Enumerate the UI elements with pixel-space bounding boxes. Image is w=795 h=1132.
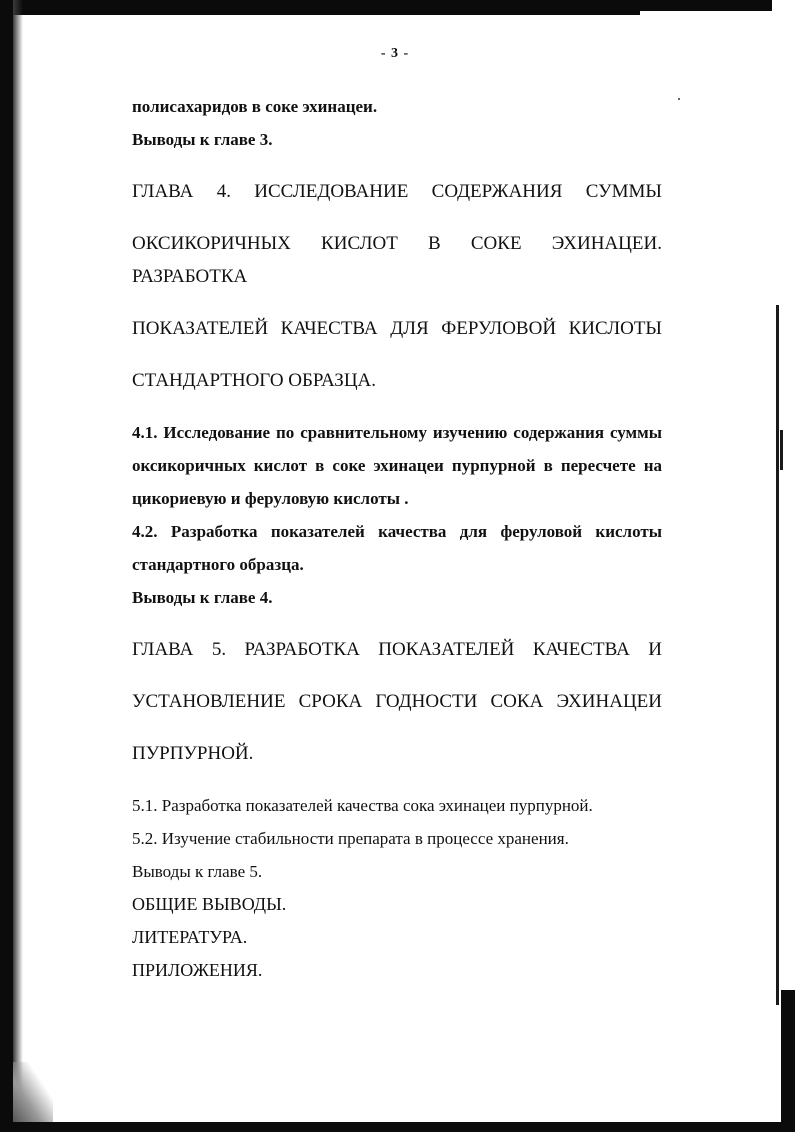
toc-section-4-2-line-2: стандартного образца. bbox=[132, 555, 304, 574]
scan-border-top bbox=[0, 0, 772, 11]
toc-section-5-2: 5.2. Изучение стабильности препарата в процессе хранения. bbox=[132, 829, 569, 848]
toc-chapter-5-line-1: ГЛАВА 5. РАЗРАБОТКА ПОКАЗАТЕЛЕЙ КАЧЕСТВА И bbox=[132, 639, 662, 660]
toc-chapter-5-line-3: ПУРПУРНОЙ. bbox=[132, 743, 254, 764]
scan-speck bbox=[678, 98, 680, 100]
toc-general-conclusions: ОБЩИЕ ВЫВОДЫ. bbox=[132, 894, 287, 914]
scan-edge-line-right bbox=[776, 305, 779, 1005]
toc-literature: ЛИТЕРАТУРА. bbox=[132, 927, 248, 947]
toc-section-5-1: 5.1. Разработка показателей качества сока эхинацеи пурпурной. bbox=[132, 796, 593, 815]
toc-appendices: ПРИЛОЖЕНИЯ. bbox=[132, 960, 263, 980]
toc-section-4-2-line-1: 4.2. Разработка показателей качества для феруловой кислоты bbox=[132, 522, 662, 541]
toc-chapter-4-line-2: ОКСИКОРИЧНЫХ КИСЛОТ В СОКЕ ЭХИНАЦЕИ. РАЗРАБОТКА bbox=[132, 233, 662, 287]
scan-edge-block-right bbox=[781, 990, 795, 1122]
toc-chapter-4-line-3: ПОКАЗАТЕЛЕЙ КАЧЕСТВА ДЛЯ ФЕРУЛОВОЙ КИСЛОТЫ bbox=[132, 318, 662, 339]
toc-section-4-1-line-1: 4.1. Исследование по сравнительному изучению содержания суммы bbox=[132, 423, 662, 442]
toc-chapter-4-line-4: СТАНДАРТНОГО ОБРАЗЦА. bbox=[132, 370, 377, 391]
scan-border-left-shadow bbox=[13, 0, 23, 1132]
toc-section-4-1-line-3: цикориевую и феруловую кислоты . bbox=[132, 489, 409, 508]
scan-border-bottom bbox=[0, 1122, 795, 1132]
toc-entry-ch5-conclusions: Выводы к главе 5. bbox=[132, 862, 263, 881]
scan-border-left bbox=[0, 0, 13, 1132]
scan-corner-artifact bbox=[13, 1062, 53, 1122]
scan-edge-mark-right bbox=[780, 430, 783, 470]
toc-entry-ch4-conclusions: Выводы к главе 4. bbox=[132, 588, 273, 607]
toc-entry-continuation: полисахаридов в соке эхинацеи. bbox=[132, 97, 378, 116]
page-number: - 3 - bbox=[380, 46, 410, 61]
table-of-contents bbox=[132, 90, 662, 987]
toc-section-4-1-line-2: оксикоричных кислот в соке эхинацеи пурпурной в пересчете на bbox=[132, 456, 662, 475]
toc-chapter-5-line-2: УСТАНОВЛЕНИЕ СРОКА ГОДНОСТИ СОКА ЭХИНАЦЕИ bbox=[132, 691, 662, 712]
scan-border-top-shadow bbox=[0, 11, 640, 15]
toc-chapter-4-line-1: ГЛАВА 4. ИССЛЕДОВАНИЕ СОДЕРЖАНИЯ СУММЫ bbox=[132, 181, 662, 202]
toc-entry-ch3-conclusions: Выводы к главе 3. bbox=[132, 130, 273, 149]
